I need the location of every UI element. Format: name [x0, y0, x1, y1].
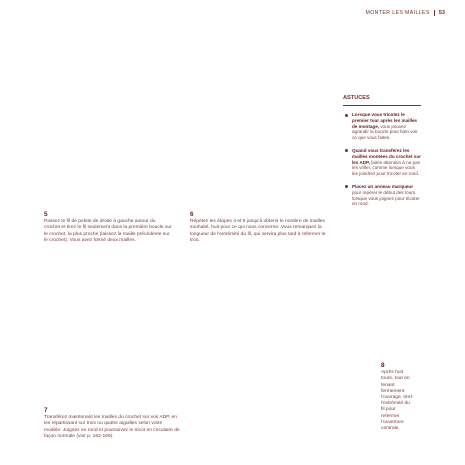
bullet-icon [345, 114, 348, 117]
tip-text: vous pouvez agrandir la boucle pour bien voir ce que vous faites. [352, 123, 418, 141]
header-divider [434, 10, 435, 16]
step-number: 6 [190, 211, 194, 218]
tip-item [343, 184, 421, 207]
tip-lead: Placez un anneau marqueur [352, 183, 414, 189]
tip-lead: Quand vous transférez les mailles montées du crochet sur les ADP, [352, 147, 421, 165]
step-number: 8 [381, 362, 385, 369]
bullet-icon [345, 185, 348, 188]
tip-item [343, 112, 421, 141]
step-text: Passez le fil de pelote de droite à gauche autour du crochet et tirez le fil seulement dans la première boucle sur le crochet, la plus proche (laissez la maille précédente sur le crochet). Vous avez formé deux mailles. [44, 219, 172, 243]
step-7 [44, 408, 180, 440]
tip-lead: Lorsque vous tricotez le premier tour après les mailles de montage, [352, 112, 418, 129]
tips-box [343, 95, 421, 214]
step-number: 5 [44, 211, 48, 218]
tip-text: faites attention à ne pas les vriller, comme lorsque vous les joindrez pour tricoter en rond. [352, 159, 420, 177]
running-header [365, 10, 445, 16]
tip-text: pour repérer le début des tours lorsque vous joignez pour tricoter en rond. [352, 189, 420, 207]
tips-divider [343, 105, 421, 106]
step-text: Répétez les étapes 4 et 5 jusqu'à obtenir le nombre de mailles souhaité, huit pour ce qui nous concerne. Vous remarquez la longueur de l'extrémité du fil, qui servira plus tard à refermer le trou. [190, 219, 326, 243]
bullet-icon [345, 149, 348, 152]
step-5 [44, 212, 172, 244]
step-8 [381, 363, 413, 432]
tips-title: ASTUCES [343, 95, 370, 101]
step-number: 7 [44, 407, 48, 414]
section-title: MONTER LES MAILLES [365, 10, 430, 16]
step-text: Transférez maintenant les mailles du crochet sur vos ADP, en les répartissant sur trois ou quatre aiguilles selon votre modèle. Joignez en rond et poursuivez le tricot en circulaire de façon normale (voir p. 162-169). [44, 415, 180, 439]
step-6 [190, 212, 328, 244]
step-text: Après huit tours, tout en tenant fermement l'ouvrage, tirez l'extrémité du fil pour refermer l'ouverture centrale. [381, 370, 413, 432]
page-number: 53 [438, 10, 445, 16]
tip-item [343, 148, 421, 177]
